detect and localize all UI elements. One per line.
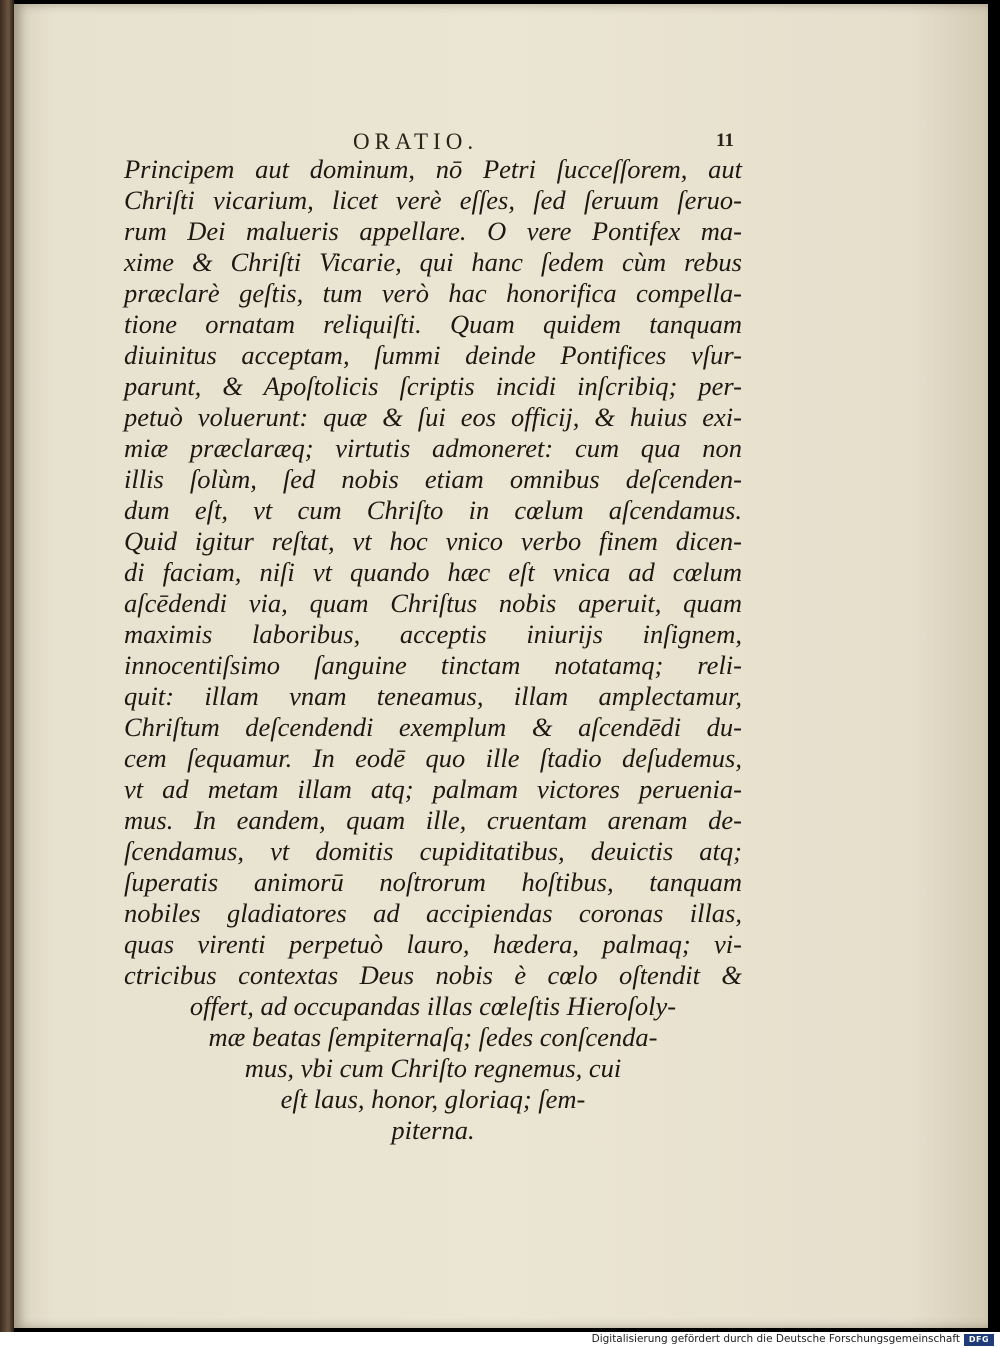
text-line: diuinitus acceptam, ſummi deinde Pontifices vſur-: [124, 340, 742, 370]
text-line: dum eſt, vt cum Chriſto in cœlum aſcendamus.: [124, 495, 742, 525]
text-line: ctricibus contextas Deus nobis è cœlo oſtendit &: [124, 960, 742, 990]
text-line: parunt, & Apoſtolicis ſcriptis incidi inſcribiq; per-: [124, 371, 742, 401]
text-line: xime & Chriſti Vicarie, qui hanc ſedem cùm rebus: [124, 247, 742, 277]
text-line: ſcendamus, vt domitis cupiditatibus, deuictis atq;: [124, 836, 742, 866]
text-line: tione ornatam reliquiſti. Quam quidem tanquam: [124, 309, 742, 339]
text-line: Chriſtum deſcendendi exemplum & aſcendēdi du-: [124, 712, 742, 742]
book-page: [14, 4, 988, 1328]
running-title: ORATIO.: [353, 129, 479, 154]
body-text: [124, 154, 742, 1146]
text-line: aſcēdendi via, quam Chriſtus nobis aperuit, quam: [124, 588, 742, 618]
text-line: nobiles gladiatores ad accipiendas coronas illas,: [124, 898, 742, 928]
text-line: vt ad metam illam atq; palmam victores peruenia-: [124, 774, 742, 804]
dfg-logo[interactable]: DFG: [964, 1334, 994, 1346]
text-line: eſt laus, honor, gloriaq; ſem-: [280, 1084, 586, 1114]
text-line: Principem aut dominum, nō Petri ſucceſſorem, aut: [124, 154, 742, 184]
text-line: mæ beatas ſempiternaſq; ſedes conſcenda-: [208, 1022, 658, 1052]
text-line: innocentiſsimo ſanguine tinctam notatamq; reli-: [124, 650, 742, 680]
funding-credit: Digitalisierung gefördert durch die Deutsche Forschungsgemeinschaft: [591, 1333, 960, 1345]
text-line: mus, vbi cum Chriſto regnemus, cui: [244, 1053, 622, 1083]
book-binding-edge: [0, 0, 14, 1332]
text-line: ſuperatis animorū noſtrorum hoſtibus, tanquam: [124, 867, 742, 897]
text-line: piterna.: [391, 1115, 475, 1145]
text-line: quas virenti perpetuò lauro, hædera, palmaq; vi-: [124, 929, 742, 959]
text-line: miæ præclaræq; virtutis admoneret: cum qua non: [124, 433, 742, 463]
text-line: di faciam, niſi vt quando hæc eſt vnica ad cœlum: [124, 557, 742, 587]
text-line: offert, ad occupandas illas cœleſtis Hieroſoly-: [189, 991, 677, 1021]
text-line: Chriſti vicarium, licet verè eſſes, ſed ſeruum ſeruo-: [124, 185, 742, 215]
text-line: mus. In eandem, quam ille, cruentam arenam de-: [124, 805, 742, 835]
text-line: petuò voluerunt: quæ & ſui eos officij, & huius exi-: [124, 402, 742, 432]
text-line: quit: illam vnam teneamus, illam amplectamur,: [124, 681, 742, 711]
footer-bar: [0, 1332, 1000, 1348]
text-line: illis ſolùm, ſed nobis etiam omnibus deſcenden-: [124, 464, 742, 494]
text-line: maximis laboribus, acceptis iniurijs inſignem,: [124, 619, 742, 649]
text-line: cem ſequamur. In eodē quo ille ſtadio deſudemus,: [124, 743, 742, 773]
page-number: 11: [716, 130, 734, 151]
text-line: Quid igitur reſtat, vt hoc vnico verbo finem dicen-: [124, 526, 742, 556]
text-line: præclarè geſtis, tum verò hac honorifica compella-: [124, 278, 742, 308]
text-line: rum Dei malueris appellare. O vere Pontifex ma-: [124, 216, 742, 246]
